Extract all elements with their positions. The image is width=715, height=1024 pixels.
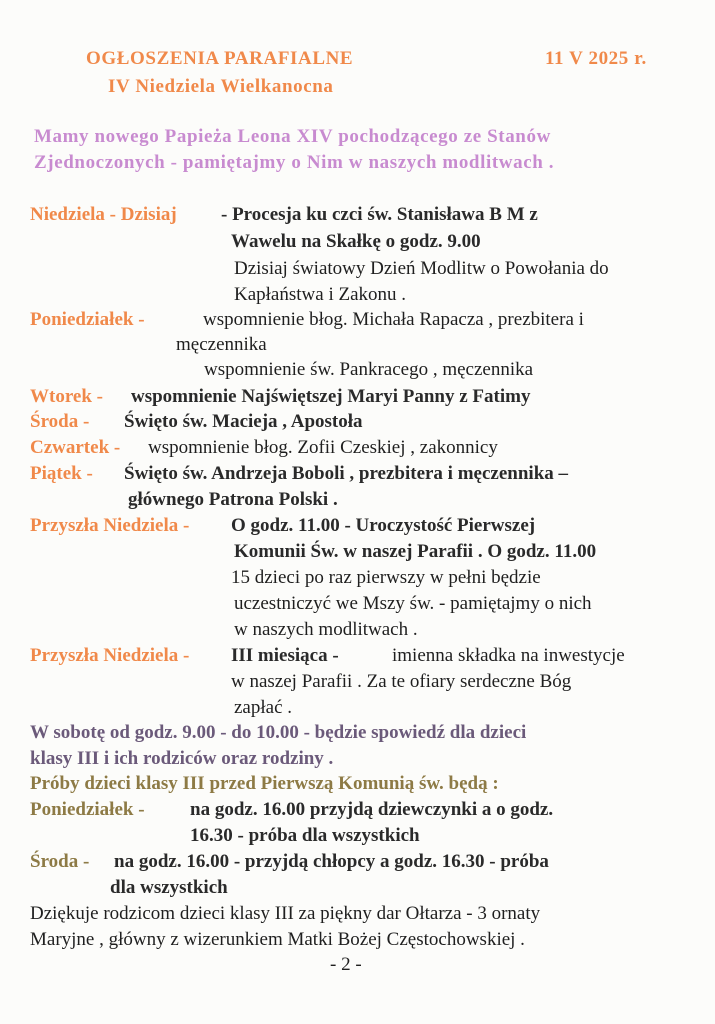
poniedzialek-line-3: wspomnienie św. Pankracego , męczennika (204, 359, 534, 380)
label-czwartek: Czwartek - (30, 437, 121, 458)
niedziela-line-2: Wawelu na Skałkę o godz. 9.00 (231, 231, 481, 252)
label-sroda: Środa - (30, 411, 90, 432)
label-proby-sroda: Środa - (30, 851, 90, 872)
przyszla1-line-5: w naszych modlitwach . (234, 619, 418, 640)
niedziela-line-3: Dzisiaj światowy Dzień Modlitw o Powołania do (234, 258, 609, 279)
label-niedziela: Niedziela - Dzisiaj (30, 204, 177, 225)
spowiedz-line-1: W sobotę od godz. 9.00 - do 10.00 - będzie spowiedź dla dzieci (30, 722, 527, 743)
spowiedz-line-2: klasy III i ich rodziców oraz rodziny . (30, 748, 334, 769)
niedziela-line-4: Kapłaństwa i Zakonu . (234, 284, 407, 305)
label-wtorek: Wtorek - (30, 386, 103, 407)
przyszla2-line-1: III miesiąca - (231, 645, 339, 666)
przyszla1-line-1: O godz. 11.00 - Uroczystość Pierwszej (231, 515, 536, 536)
date: 11 V 2025 r. (545, 48, 647, 69)
przyszla2-line-1b: imienna składka na inwestycje (392, 645, 625, 666)
proby-sroda-line-2: dla wszystkich (110, 877, 228, 898)
poniedzialek-line-2: męczennika (176, 334, 267, 355)
label-przyszla-niedziela-1: Przyszła Niedziela - (30, 515, 190, 536)
intro-line-2: Zjednoczonych - pamiętajmy o Nim w naszych modlitwach . (34, 152, 555, 173)
label-przyszla-niedziela-2: Przyszła Niedziela - (30, 645, 190, 666)
piatek-line-2: głównego Patrona Polski . (128, 489, 338, 510)
label-poniedzialek: Poniedziałek - (30, 309, 145, 330)
niedziela-line-1: - Procesja ku czci św. Stanisława B M z (221, 204, 538, 225)
przyszla2-line-3: zapłać . (234, 697, 293, 718)
przyszla1-line-3: 15 dzieci po raz pierwszy w pełni będzie (231, 567, 541, 588)
subtitle: IV Niedziela Wielkanocna (108, 76, 334, 97)
poniedzialek-line-1: wspomnienie błog. Michała Rapacza , prezbitera i (203, 309, 584, 330)
piatek-line-1: Święto św. Andrzeja Boboli , prezbitera i męczennika – (124, 463, 569, 484)
page-title: OGŁOSZENIA PARAFIALNE (86, 48, 354, 69)
przyszla1-line-2: Komunii Św. w naszej Parafii . O godz. 11.00 (234, 541, 597, 562)
proby-line-1: Próby dzieci klasy III przed Pierwszą Komunią św. będą : (30, 773, 499, 794)
proby-poniedzialek-line-2: 16.30 - próba dla wszystkich (190, 825, 420, 846)
proby-sroda-line-1: na godz. 16.00 - przyjdą chłopcy a godz. 16.30 - próba (114, 851, 549, 872)
label-proby-poniedzialek: Poniedziałek - (30, 799, 145, 820)
przyszla2-line-2: w naszej Parafii . Za te ofiary serdeczne Bóg (231, 671, 572, 692)
page-number: - 2 - (330, 954, 362, 975)
przyszla1-line-4: uczestniczyć we Mszy św. - pamiętajmy o nich (234, 593, 592, 614)
intro-line-1: Mamy nowego Papieża Leona XIV pochodzącego ze Stanów (34, 126, 551, 147)
thanks-line-2: Maryjne , główny z wizerunkiem Matki Bożej Częstochowskiej . (30, 929, 525, 950)
label-piatek: Piątek - (30, 463, 93, 484)
wtorek-line-1: wspomnienie Najświętszej Maryi Panny z Fatimy (131, 386, 531, 407)
thanks-line-1: Dziękuje rodzicom dzieci klasy III za piękny dar Ołtarza - 3 ornaty (30, 903, 541, 924)
czwartek-line-1: wspomnienie błog. Zofii Czeskiej , zakonnicy (148, 437, 498, 458)
sroda-line-1: Święto św. Macieja , Apostoła (124, 411, 363, 432)
proby-poniedzialek-line-1: na godz. 16.00 przyjdą dziewczynki a o godz. (190, 799, 554, 820)
